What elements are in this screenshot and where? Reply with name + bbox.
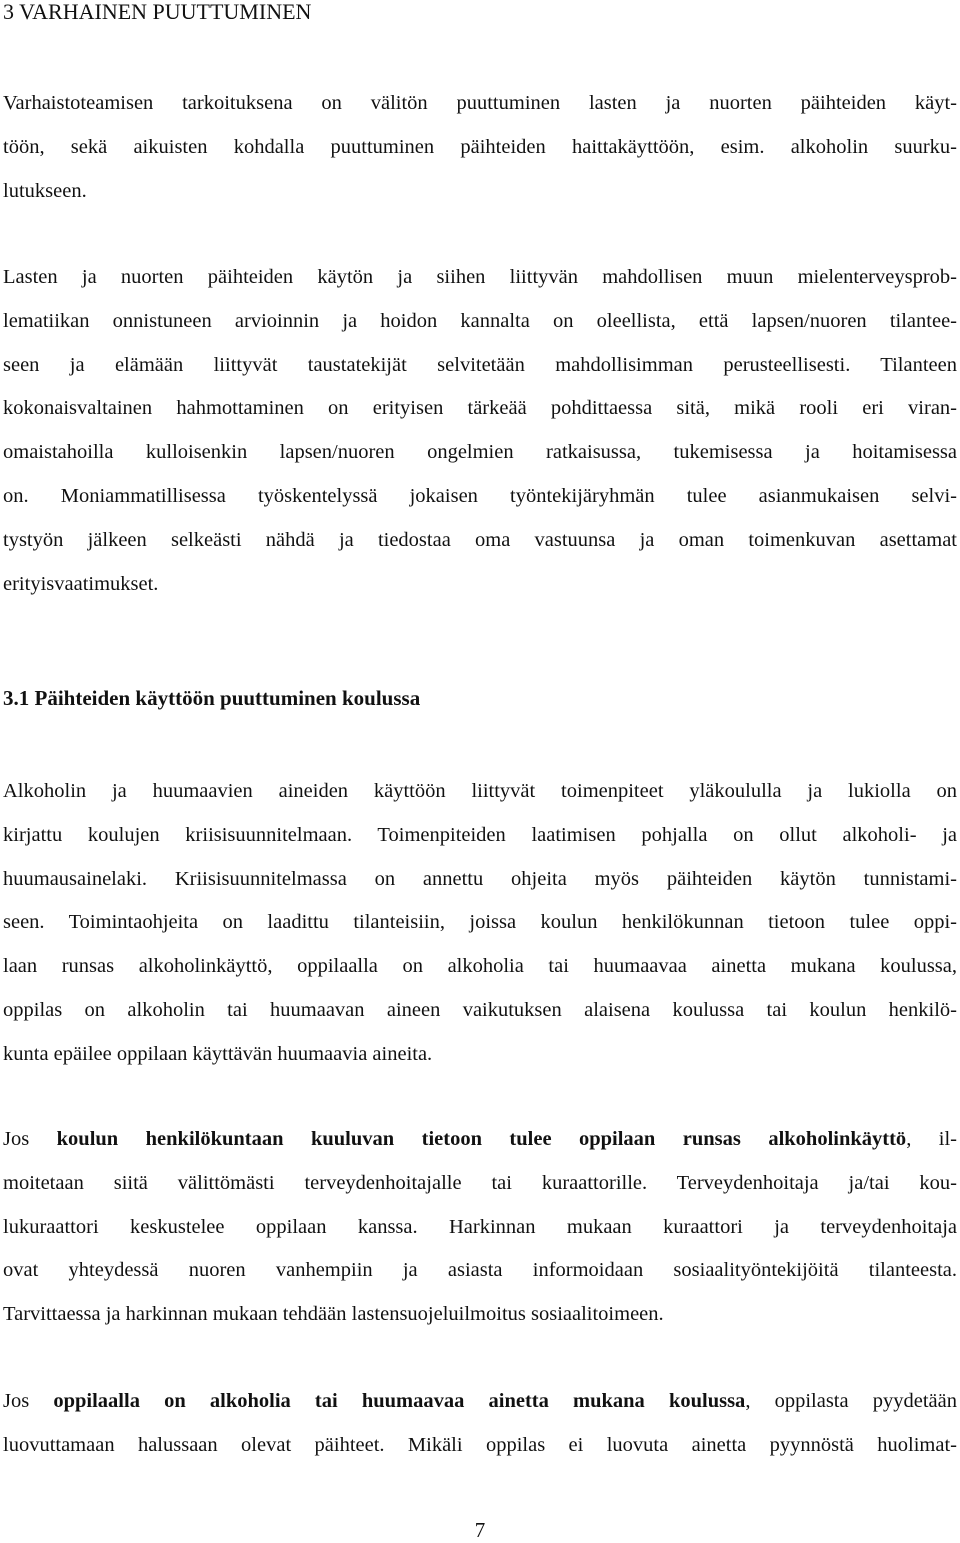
paragraph-line: kunta epäilee oppilaan käyttävän huumaavia aineita. [3, 1042, 433, 1065]
paragraph-line: kokonaisvaltainen hahmottaminen on erityisen tärkeää pohdittaessa sitä, mikä rooli eri viran- [3, 397, 957, 420]
paragraph-line: Tarvittaessa ja harkinnan mukaan tehdään lastensuojeluilmoitus sosiaalitoimeen. [3, 1303, 664, 1326]
paragraph-text: Jos [3, 1128, 57, 1150]
paragraph-line: Lasten ja nuorten päihteiden käytön ja siihen liittyvän mahdollisen muun mielenterveysprob- [3, 266, 957, 288]
emphasis-text: oppilaalla on alkoholia tai huumaavaa ainetta mukana koulussa [53, 1390, 746, 1412]
emphasis-text: koulun henkilökuntaan kuuluvan tietoon tulee oppilaan runsas alkoholinkäyttö [56, 1128, 907, 1150]
paragraph-line [3, 1118, 957, 1162]
paragraph-line: on. Moniammatillisessa työskentelyssä jokaisen työntekijäryhmän tulee asianmukaisen selvi- [3, 484, 957, 507]
paragraph-line: omaistahoilla kulloisenkin lapsen/nuoren ongelmien ratkaisussa, tukemisessa ja hoitamisessa [3, 441, 957, 464]
page-number: 7 [474, 1518, 486, 1542]
paragraph-line: seen. Toimintaohjeita on laadittu tilanteisiin, joissa koulun henkilökunnan tietoon tulee oppi- [3, 911, 957, 934]
paragraph-text: Jos [3, 1390, 54, 1412]
paragraph-line [3, 1380, 957, 1424]
paragraph-assessment [3, 256, 957, 606]
paragraph-school-measures [3, 770, 957, 1077]
paragraph-line: huumausainelaki. Kriisisuunnitelmassa on annettu ohjeita myös päihteiden käytön tunnistami- [3, 867, 957, 890]
paragraph-line: ovat yhteydessä nuoren vanhempiin ja asiasta informoidaan sosiaalityöntekijöitä tilanteesta. [3, 1259, 957, 1282]
paragraph-line: luovuttamaan halussaan olevat päihteet. Mikäli oppilas ei luovuta ainetta pyynnöstä huolimat- [3, 1433, 957, 1456]
paragraph-text: , oppilasta pyydetään [745, 1390, 957, 1412]
paragraph-line: kirjattu koulujen kriisisuunnitelmaan. Toimenpiteiden laatimisen pohjalla on ollut alkoholi- ja [3, 823, 957, 846]
paragraph-line: erityisvaatimukset. [3, 572, 159, 595]
paragraph-text: , il- [906, 1128, 957, 1150]
paragraph-heavy-use [3, 1118, 957, 1337]
paragraph-line: Alkoholin ja huumaavien aineiden käyttöön liittyvät toimenpiteet yläkoululla ja lukiolla on [3, 780, 957, 802]
paragraph-intro [3, 82, 957, 213]
section-subheading: 3.1 Päihteiden käyttöön puuttuminen koulussa [3, 686, 421, 710]
chapter-heading: 3 VARHAINEN PUUTTUMINEN [3, 0, 312, 24]
paragraph-line: Varhaistoteamisen tarkoituksena on välitön puuttuminen lasten ja nuorten päihteiden käyt- [3, 92, 957, 114]
paragraph-line: seen ja elämään liittyvät taustatekijät selvitetään mahdollisimman perusteellisesti. Tilanteen [3, 353, 957, 376]
paragraph-line: töön, sekä aikuisten kohdalla puuttuminen päihteiden haittakäyttöön, esim. alkoholin suurku- [3, 135, 957, 158]
paragraph-possession [3, 1380, 957, 1468]
paragraph-line: moitetaan siitä välittömästi terveydenhoitajalle tai kuraattorille. Terveydenhoitaja ja/tai kou- [3, 1171, 957, 1194]
paragraph-line: tystyön jälkeen selkeästi nähdä ja tiedostaa oma vastuunsa ja oman toimenkuvan asettamat [3, 528, 957, 551]
paragraph-line: laan runsas alkoholinkäyttö, oppilaalla on alkoholia tai huumaavaa ainetta mukana koulussa, [3, 955, 957, 978]
paragraph-line: lematiikan onnistuneen arvioinnin ja hoidon kannalta on oleellista, että lapsen/nuoren tilantee- [3, 309, 957, 332]
paragraph-line: oppilas on alkoholin tai huumaavan aineen vaikutuksen alaisena koulussa tai koulun henkilö- [3, 998, 957, 1021]
paragraph-line: lukuraattori keskustelee oppilaan kanssa. Harkinnan mukaan kuraattori ja terveydenhoitaja [3, 1215, 957, 1238]
paragraph-line: lutukseen. [3, 179, 87, 202]
